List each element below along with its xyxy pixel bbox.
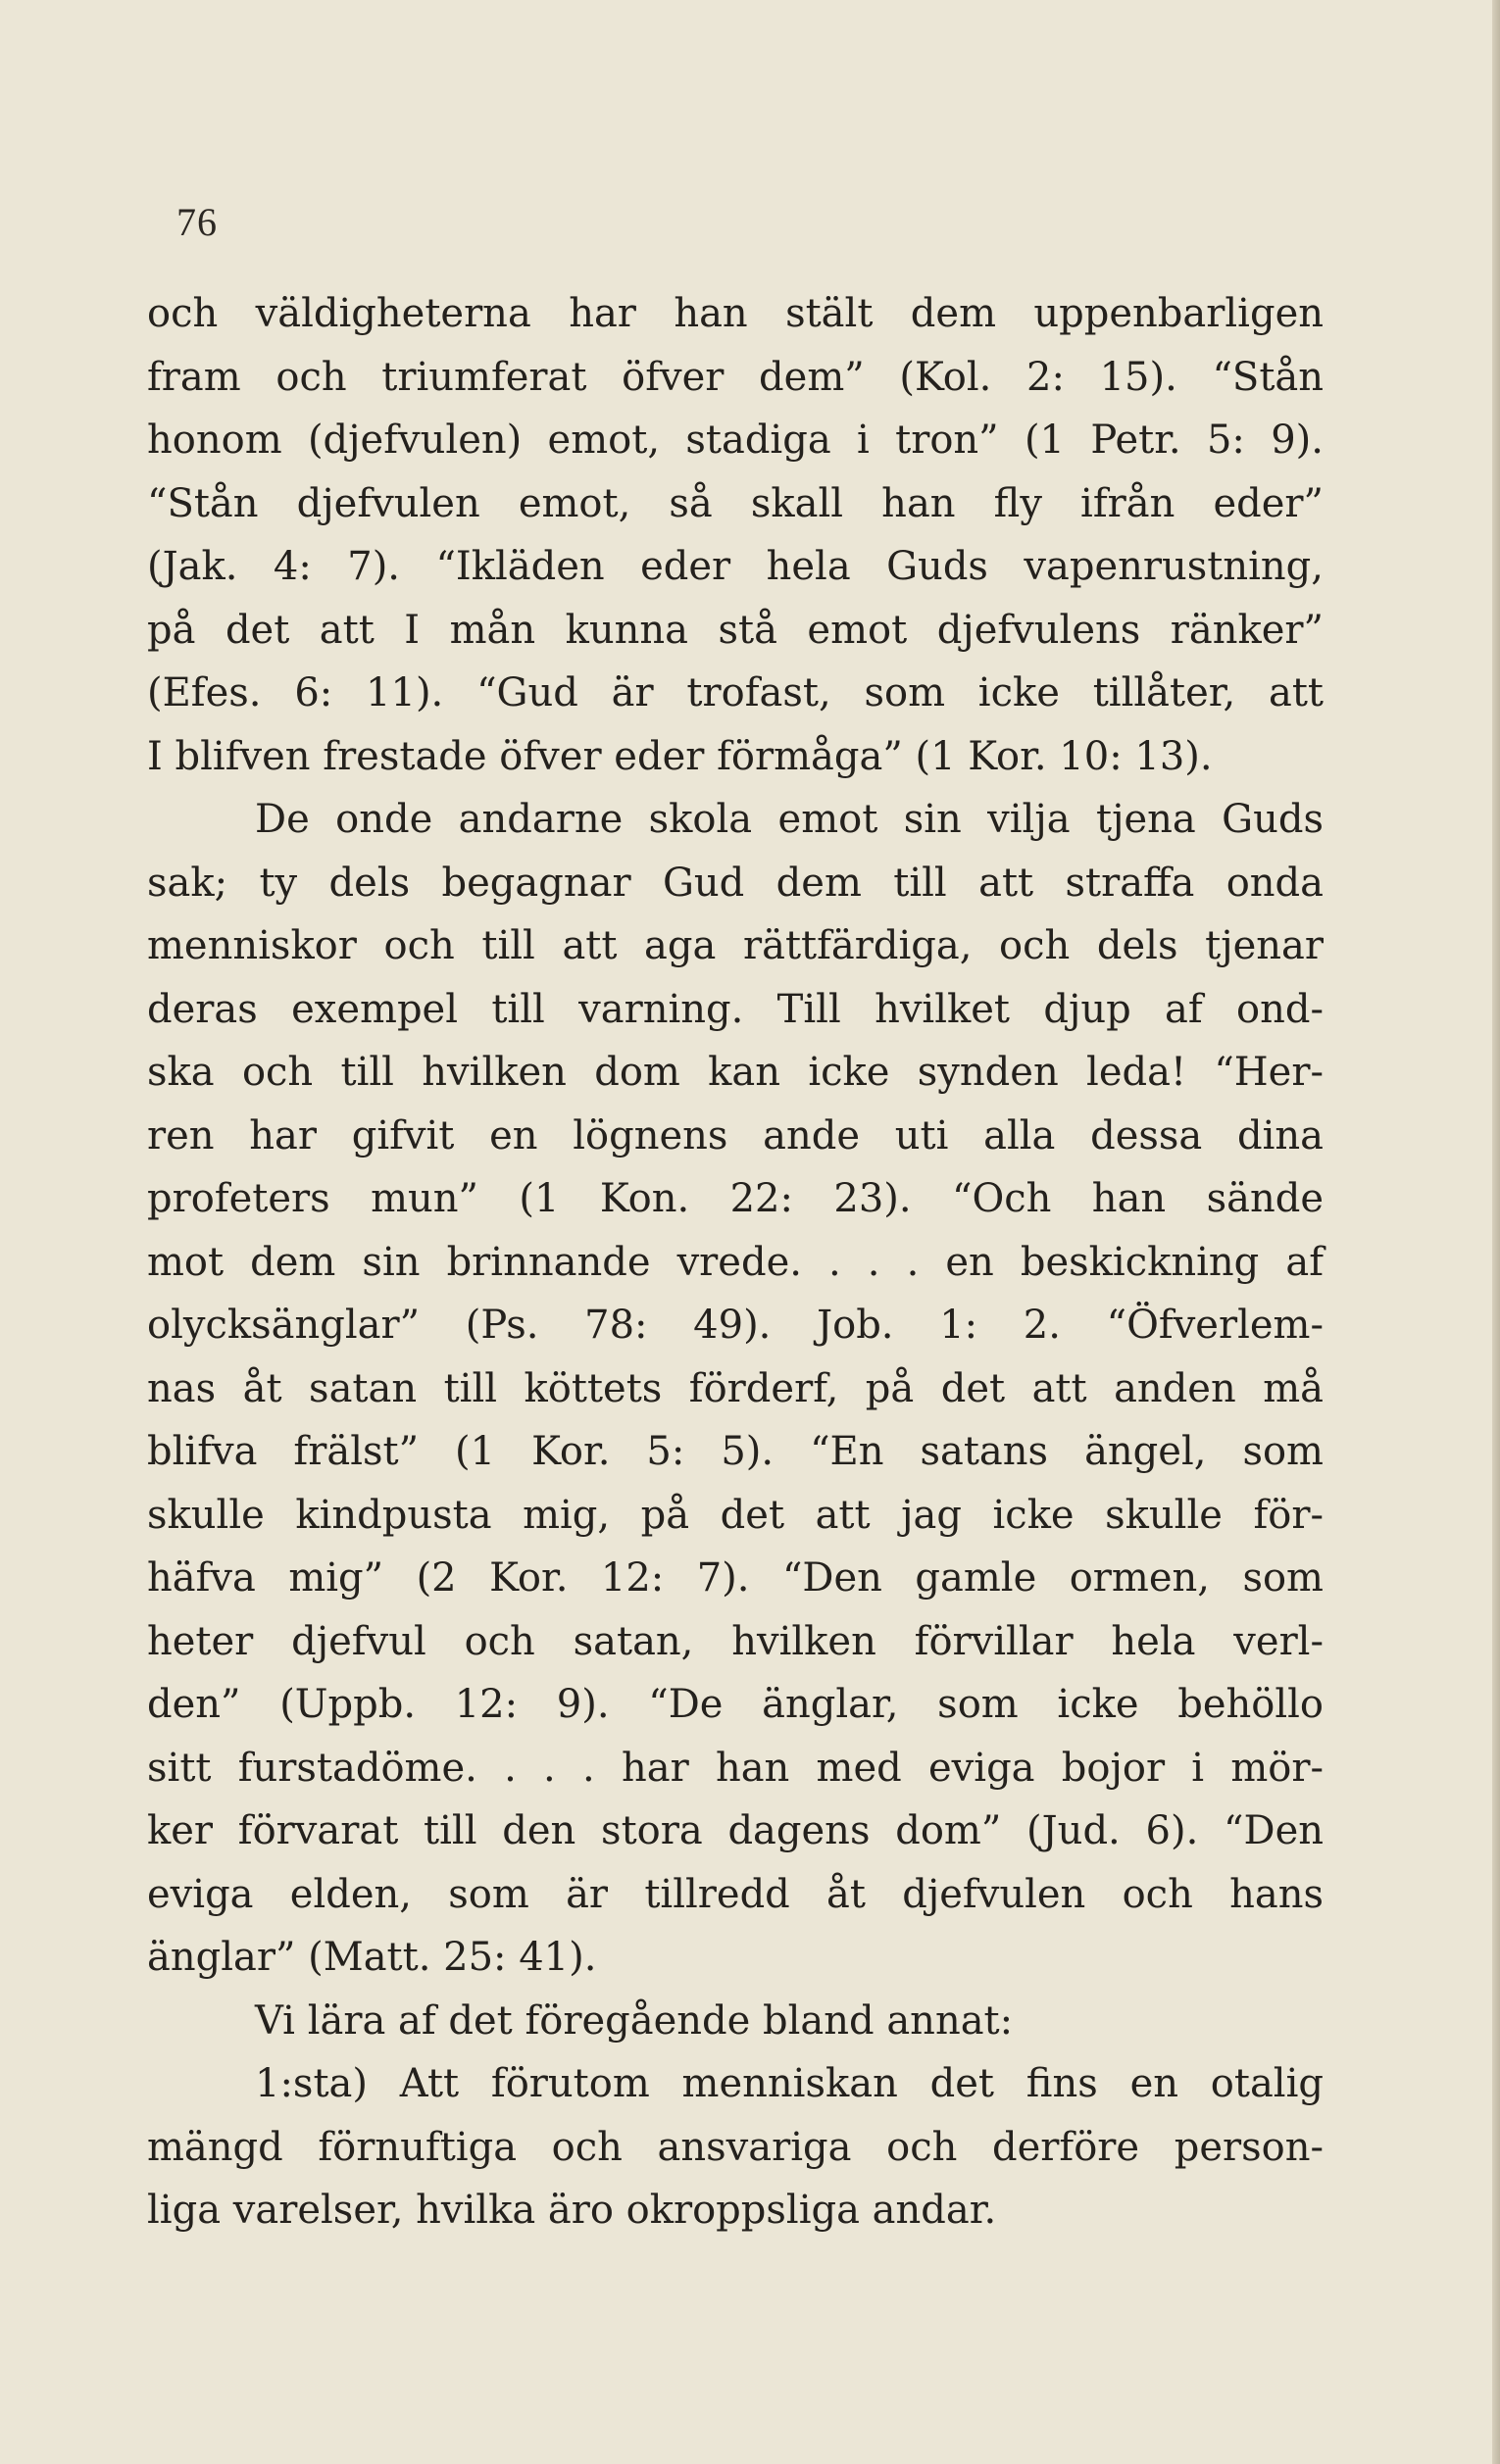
text-line: I blifven frestade öfver eder förmåga” (1 Kor. 10: 13). [147, 733, 1213, 779]
text-line: fram och triumferat öfver dem” (Kol. 2: 15). “Stån [147, 354, 1324, 400]
text-line: heter djefvul och satan, hvilken förvillar hela verl- [147, 1618, 1324, 1664]
text-line: ren har gifvit en lögnens ande uti alla dessa dina [147, 1112, 1324, 1158]
text-line: blifva frälst” (1 Kor. 5: 5). “En satans ängel, som [147, 1429, 1324, 1474]
text-line: honom (djefvulen) emot, stadiga i tron” (1 Petr. 5: 9). [147, 418, 1324, 463]
text-line: (Efes. 6: 11). “Gud är trofast, som icke tillåter, att [147, 670, 1324, 715]
text-line: och väldigheterna har han stält dem uppenbarligen [147, 291, 1324, 336]
text-line: De onde andarne skola emot sin vilja tjena Guds [255, 797, 1324, 842]
text-line: “Stån djefvulen emot, så skall han fly ifrån eder” [147, 480, 1324, 526]
text-line: liga varelser, hvilka äro okroppsliga andar. [147, 2188, 997, 2233]
text-line: (Jak. 4: 7). “Ikläden eder hela Guds vapenrustning, [147, 544, 1324, 589]
text-line: profeters mun” (1 Kon. 22: 23). “Och han sände [147, 1176, 1324, 1221]
text-line: sak; ty dels begagnar Gud dem till att straffa onda [147, 860, 1324, 906]
body-text [147, 282, 1324, 2242]
text-line: ska och till hvilken dom kan icke synden leda! “Her- [147, 1050, 1324, 1095]
text-line: deras exempel till varning. Till hvilket djup af ond- [147, 986, 1324, 1032]
text-line: menniskor och till att aga rättfärdiga, och dels tjenar [147, 923, 1324, 968]
text-line: eviga elden, som är tillredd åt djefvulen och hans [147, 1871, 1324, 1917]
text-line: Vi lära af det föregående bland annat: [255, 1997, 1014, 2044]
text-line: häfva mig” (2 Kor. 12: 7). “Den gamle ormen, som [147, 1555, 1324, 1601]
text-line: 1:sta) Att förutom menniskan det fins en otalig [255, 2061, 1324, 2106]
text-line: olycksänglar” (Ps. 78: 49). Job. 1: 2. “Öfverlem- [147, 1303, 1324, 1348]
text-line: skulle kindpusta mig, på det att jag icke skulle för- [147, 1492, 1324, 1538]
text-line: mängd förnuftiga och ansvariga och derföre person- [147, 2124, 1324, 2170]
page-number: 76 [176, 200, 218, 244]
page-edge-shadow [1492, 0, 1500, 2464]
text-line: änglar” (Matt. 25: 41). [147, 1935, 597, 1980]
text-line: mot dem sin brinnande vrede. . . . en beskickning af [147, 1239, 1324, 1285]
text-line: sitt furstadöme. . . . har han med eviga bojor i mör- [147, 1745, 1324, 1791]
text-line: nas åt satan till köttets förderf, på det att anden må [147, 1365, 1324, 1411]
text-line: på det att I mån kunna stå emot djefvulens ränker” [147, 607, 1324, 653]
text-line: ker förvarat till den stora dagens dom” (Jud. 6). “Den [147, 1808, 1324, 1853]
text-line: den” (Uppb. 12: 9). “De änglar, som icke behöllo [147, 1682, 1324, 1727]
